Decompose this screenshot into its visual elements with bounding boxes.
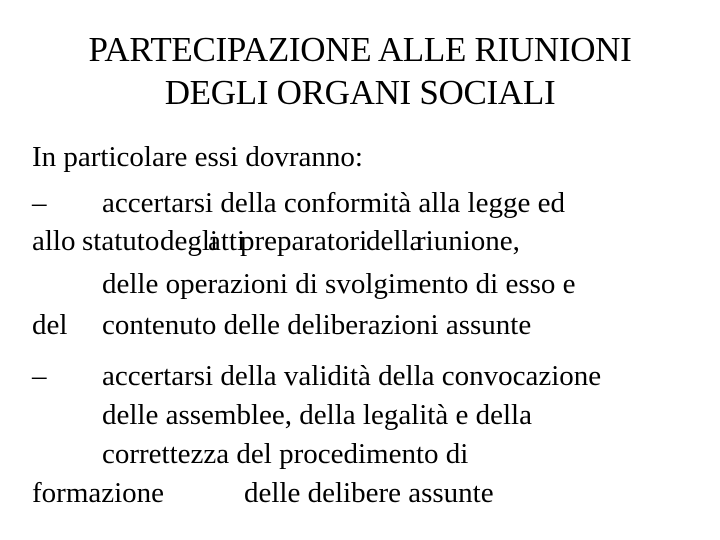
bullet-dash-2: – [32,360,47,392]
slide-title [0,28,720,114]
item-1-word-allo: allo [32,225,76,257]
item-1-line-3: delle operazioni di svolgimento di esso e [102,268,576,300]
item-2-line-1: accertarsi della validità della convocazione [102,360,602,392]
item-2-line-4-rest: delle delibere assunte [244,477,494,509]
item-1-word-degli: degli [160,225,218,257]
item-2-line-4-first: formazione [32,477,165,509]
item-1-line-4-prefix: del [32,309,68,341]
item-1-word-preparatori: preparatori [240,225,368,257]
item-1-word-statuto: statuto [82,225,160,257]
item-2-line-2: delle assemblee, della legalità e della [102,399,532,431]
title-line-1: PARTECIPAZIONE ALLE RIUNIONI [88,30,632,69]
item-2-line-3: correttezza del procedimento di [102,438,469,470]
item-1-line-4: contenuto delle deliberazioni assunte [102,309,532,341]
item-1-word-riunione: riunione, [416,225,520,257]
title-line-2: DEGLI ORGANI SOCIALI [164,73,556,112]
item-1-line-1: accertarsi della conformità alla legge ed [102,187,565,219]
bullet-dash-1: – [32,187,47,219]
item-1-word-atti: atti [208,225,246,257]
item-1-word-della: della [366,225,423,257]
intro-text: In particolare essi dovranno: [32,141,363,173]
